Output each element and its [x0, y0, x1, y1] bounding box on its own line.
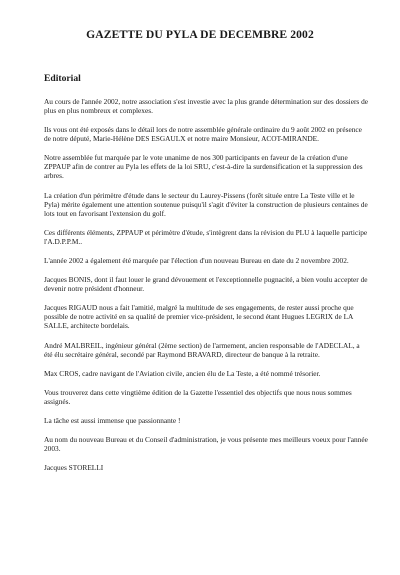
paragraph: L'année 2002 a également été marquée par l'élection d'un nouveau Bureau en date du 2 novembre 2002.	[44, 256, 349, 266]
paragraph: André MALBREIL, ingénieur général (2ème section) de l'armement, ancien responsable de l'ADECLAL, a été élu secrétaire général, secondé par Raymond BRAVARD, directeur de banque à la retraite.	[44, 340, 360, 359]
signature: Jacques STORELLI	[44, 463, 104, 473]
paragraph: Jacques BONIS, dont il faut louer le grand dévouement et l'exceptionnelle pugnacité, a bien voulu accepter de devenir notre président d'honneur.	[44, 275, 368, 294]
paragraph: Jacques RIGAUD nous a fait l'amitié, malgré la multitude de ses engagements, de rester aussi proche que possible de notre activité en sa qualité de premier vice-président, le second étant Hugues LEGRIX de LA SALLE, architecte bordelais.	[44, 303, 354, 331]
paragraph: La tâche est aussi immense que passionnante !	[44, 416, 181, 426]
paragraph: Vous trouverez dans cette vingtième édition de la Gazette l'essentiel des objectifs que nous nous sommes assignés.	[44, 387, 352, 406]
paragraph: Ces différents éléments, ZPPAUP et périmètre d'étude, s'intègrent dans la révision du PLU à laquelle participe l'A.D.P.P.M..	[44, 227, 368, 246]
paragraph: Notre assemblée fut marquée par le vote unanime de nos 300 participants en faveur de la création d'une ZPPAUP afin de contrer au Pyla les effets de la loi SRU, c'est-à-dire la surdensification et la suppression des arbres.	[44, 153, 363, 181]
paragraph: Au nom du nouveau Bureau et du Conseil d'administration, je vous présente mes meilleurs voeux pour l'année 2003.	[44, 435, 368, 454]
document-title: GAZETTE DU PYLA DE DECEMBRE 2002	[86, 28, 314, 41]
editorial-body	[44, 97, 370, 472]
paragraph: Ils vous ont été exposés dans le détail lors de notre assemblée générale ordinaire du 9 août 2002 en présence de notre député, Marie-Hélène DES ESGAULX et notre maire Monsieur, ACOT-MIRANDE.	[44, 125, 362, 144]
paragraph: La création d'un périmètre d'étude dans le secteur du Laurey-Pissens (forêt située entre La Teste ville et le Pyla) mérite également une attention soutenue puisqu'il s'agit d'éviter la construction de plusieurs centaines de lots tout en favorisant l'extension du golf.	[44, 190, 368, 218]
section-heading-editorial: Editorial	[44, 73, 81, 84]
paragraph: Au cours de l'année 2002, notre association s'est investie avec la plus grande détermination sur des dossiers de plus en plus nombreux et complexes.	[44, 97, 369, 116]
paragraph: Max CROS, cadre navigant de l'Aviation civile, ancien élu de La Teste, a été nommé trésorier.	[44, 368, 321, 378]
